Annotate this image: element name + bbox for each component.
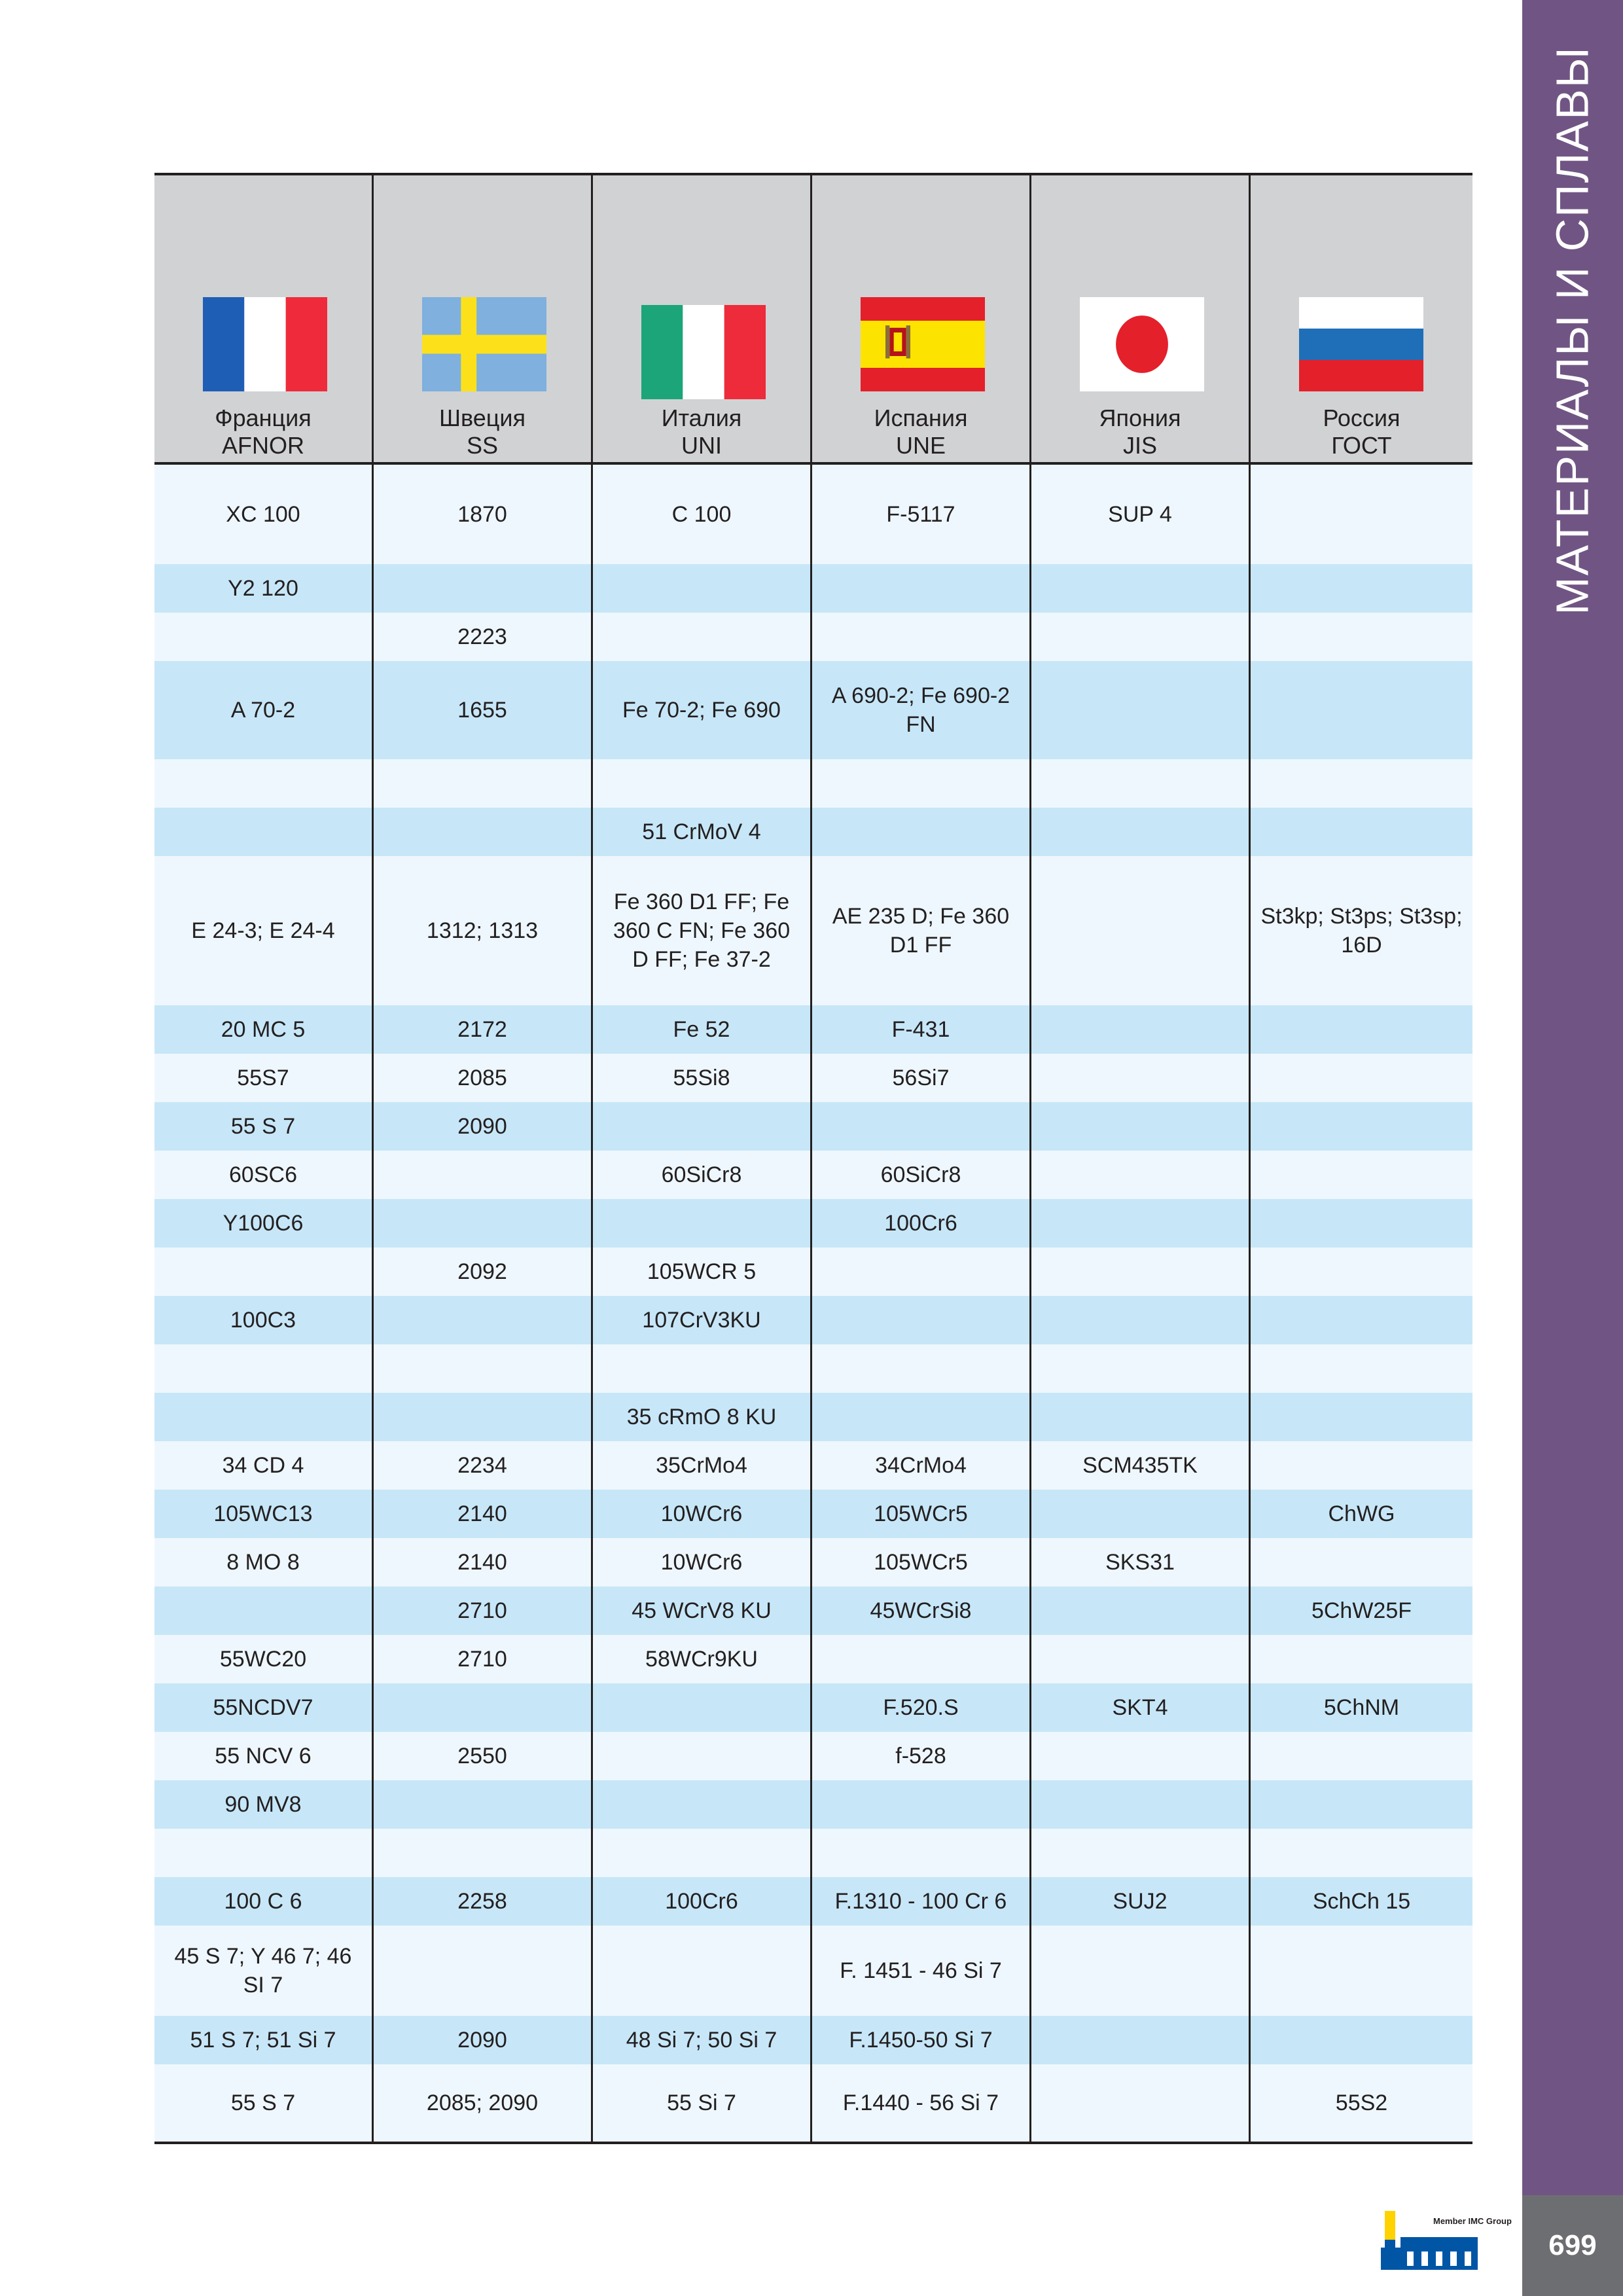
table-cell: 2092 <box>374 1247 593 1296</box>
table-cell: 90 MV8 <box>154 1780 374 1829</box>
table-cell <box>1031 1780 1251 1829</box>
table-cell <box>154 613 374 661</box>
header-standard: UNI <box>681 432 722 459</box>
table-cell: SCM435TK <box>1031 1441 1251 1490</box>
materials-table <box>154 173 1472 2144</box>
table-cell <box>1251 1247 1472 1296</box>
table-cell: 55S2 <box>1335 2090 1388 2115</box>
table-row <box>154 465 1472 564</box>
table-cell <box>1251 1441 1472 1490</box>
table-row <box>154 1199 1472 1247</box>
table-cell: 55NCDV7 <box>154 1683 374 1732</box>
table-cell <box>1031 1344 1251 1393</box>
header-france <box>154 175 374 462</box>
table-cell: 105WC13 <box>154 1490 374 1538</box>
table-cell: F.1440 - 56 Si 7 <box>812 2064 1031 2142</box>
table-cell <box>1251 1151 1472 1199</box>
table-row <box>154 1247 1472 1296</box>
logo-member-text: Member IMC Group <box>1433 2216 1512 2226</box>
table-cell <box>154 1393 374 1441</box>
table-cell <box>374 1344 593 1393</box>
table-cell: 55 Si 7 <box>593 2064 812 2142</box>
table-cell: 34CrMo4 <box>812 1441 1031 1490</box>
table-cell <box>1031 1102 1251 1151</box>
header-standard: AFNOR <box>222 432 304 459</box>
table-cell <box>812 1635 1031 1683</box>
table-cell: A 690-2; Fe 690-2 FN <box>812 661 1031 759</box>
table-cell <box>812 1780 1031 1829</box>
japan-flag-icon <box>1080 297 1204 391</box>
table-cell: 45WCrSi8 <box>812 1587 1031 1635</box>
table-cell <box>1251 1732 1472 1780</box>
table-cell <box>593 1732 812 1780</box>
table-cell: 55 S 7 <box>154 2064 374 2142</box>
table-cell: 2085 <box>374 1054 593 1102</box>
table-cell <box>1031 1296 1251 1344</box>
table-cell: 105WCr5 <box>812 1538 1031 1587</box>
table-cell <box>1031 1393 1251 1441</box>
table-cell <box>1031 2064 1251 2142</box>
table-cell: 2710 <box>374 1587 593 1635</box>
table-cell: F.520.S <box>812 1683 1031 1732</box>
table-cell <box>1031 856 1251 1005</box>
table-cell <box>1251 1538 1472 1587</box>
table-cell <box>1031 1054 1251 1102</box>
table-cell: 100Cr6 <box>812 1199 1031 1247</box>
section-title: МАТЕРИАЛЫ И СПЛАВЫ <box>1547 46 1599 615</box>
table-cell: 1655 <box>374 661 593 759</box>
table-cell: 55 S 7 <box>154 1102 374 1151</box>
table-row <box>154 1490 1472 1538</box>
table-row <box>154 2064 1472 2142</box>
table-cell: A 70-2 <box>154 661 374 759</box>
table-cell <box>1251 2016 1472 2064</box>
table-header <box>154 175 1472 465</box>
table-cell: 55Si8 <box>593 1054 812 1102</box>
table-cell <box>593 1102 812 1151</box>
table-cell <box>374 759 593 808</box>
table-cell: 2258 <box>374 1877 593 1926</box>
table-cell <box>374 1199 593 1247</box>
table-cell: F-431 <box>812 1005 1031 1054</box>
table-cell <box>1251 1344 1472 1393</box>
table-row <box>154 564 1472 613</box>
header-country: Испания <box>874 404 968 431</box>
table-cell: 60SiCr8 <box>812 1151 1031 1199</box>
table-cell: 10WCr6 <box>593 1538 812 1587</box>
table-cell: 60SC6 <box>154 1151 374 1199</box>
russia-flag-icon <box>1299 297 1423 391</box>
table-row <box>154 1732 1472 1780</box>
table-cell: 56Si7 <box>812 1054 1031 1102</box>
table-cell <box>374 1393 593 1441</box>
table-cell <box>812 1296 1031 1344</box>
header-standard: ГОСТ <box>1331 432 1392 459</box>
table-cell: F. 1451 - 46 Si 7 <box>812 1926 1031 2016</box>
table-cell <box>1031 1587 1251 1635</box>
table-cell: 2090 <box>374 1102 593 1151</box>
table-cell <box>154 1344 374 1393</box>
table-cell: 107CrV3KU <box>593 1296 812 1344</box>
header-sweden <box>374 175 593 462</box>
page-number-box <box>1522 2195 1623 2296</box>
table-cell: 35CrMo4 <box>593 1441 812 1490</box>
table-body <box>154 465 1472 2142</box>
table-row <box>154 1102 1472 1151</box>
header-country: Италия <box>661 404 742 431</box>
table-row <box>154 1780 1472 1829</box>
table-cell: C 100 <box>593 465 812 564</box>
table-cell: 2172 <box>374 1005 593 1054</box>
table-row <box>154 661 1472 759</box>
header-country: Франция <box>215 404 312 431</box>
table-cell <box>154 1247 374 1296</box>
table-cell: St3kp; St3ps; St3sp; 16D <box>1260 904 1463 958</box>
table-cell <box>1251 1926 1472 2016</box>
table-cell: SKS31 <box>1031 1538 1251 1587</box>
table-cell: 105WCR 5 <box>593 1247 812 1296</box>
table-cell <box>1251 1829 1472 1877</box>
table-row <box>154 1344 1472 1393</box>
table-cell <box>1031 1732 1251 1780</box>
table-cell <box>1251 1199 1472 1247</box>
table-cell: E 24-3; E 24-4 <box>154 856 374 1005</box>
table-cell <box>1251 1393 1472 1441</box>
table-cell <box>812 564 1031 613</box>
italy-flag-icon <box>641 305 766 399</box>
table-cell <box>374 1780 593 1829</box>
table-row <box>154 808 1472 856</box>
table-cell: 48 Si 7; 50 Si 7 <box>593 2016 812 2064</box>
page-number: 699 <box>1548 2229 1597 2261</box>
table-cell <box>593 613 812 661</box>
table-cell: 58WCr9KU <box>593 1635 812 1683</box>
table-cell: Y2 120 <box>154 564 374 613</box>
table-cell <box>812 759 1031 808</box>
table-row <box>154 1877 1472 1926</box>
header-italy <box>593 175 812 462</box>
table-cell: F-5117 <box>812 465 1031 564</box>
table-cell <box>593 1199 812 1247</box>
table-cell: SKT4 <box>1031 1683 1251 1732</box>
table-row <box>154 1151 1472 1199</box>
table-cell <box>374 1683 593 1732</box>
table-cell <box>1031 613 1251 661</box>
table-cell: 105WCr5 <box>812 1490 1031 1538</box>
table-cell <box>1251 613 1472 661</box>
table-row <box>154 1829 1472 1877</box>
table-cell: SchCh 15 <box>1312 1889 1411 1914</box>
table-cell <box>812 1247 1031 1296</box>
side-title-wrap <box>1522 0 1623 661</box>
table-cell <box>1251 1102 1472 1151</box>
table-cell <box>593 1780 812 1829</box>
table-cell <box>1031 1490 1251 1538</box>
table-cell <box>1031 1635 1251 1683</box>
table-cell <box>593 1829 812 1877</box>
table-cell: 2710 <box>374 1635 593 1683</box>
table-cell <box>1251 564 1472 613</box>
table-cell <box>1251 1296 1472 1344</box>
table-cell <box>812 613 1031 661</box>
table-row <box>154 613 1472 661</box>
table-cell: 51 CrMoV 4 <box>593 808 812 856</box>
table-cell <box>812 1829 1031 1877</box>
table-cell: 45 S 7; Y 46 7; 46 SI 7 <box>154 1926 374 2016</box>
table-row <box>154 1296 1472 1344</box>
table-cell: 51 S 7; 51 Si 7 <box>154 2016 374 2064</box>
table-cell <box>1251 759 1472 808</box>
table-cell <box>1031 2016 1251 2064</box>
table-cell: 2550 <box>374 1732 593 1780</box>
table-cell <box>1031 1829 1251 1877</box>
table-cell <box>1251 1054 1472 1102</box>
table-row <box>154 1926 1472 2016</box>
header-country: Швеция <box>439 404 526 431</box>
header-spain <box>812 175 1031 462</box>
table-cell: 60SiCr8 <box>593 1151 812 1199</box>
table-cell: F.1310 - 100 Cr 6 <box>812 1877 1031 1926</box>
table-cell <box>593 759 812 808</box>
table-cell <box>154 1829 374 1877</box>
table-cell: ChWG <box>1328 1501 1395 1526</box>
table-cell: XC 100 <box>154 465 374 564</box>
header-standard: JIS <box>1122 432 1157 459</box>
table-cell <box>374 1296 593 1344</box>
table-cell <box>374 1829 593 1877</box>
header-standard: UNE <box>895 432 946 459</box>
france-flag-icon <box>203 297 327 391</box>
table-cell: 45 WCrV8 KU <box>593 1587 812 1635</box>
table-cell <box>1251 465 1472 564</box>
table-row <box>154 1054 1472 1102</box>
table-cell <box>1031 1247 1251 1296</box>
table-cell <box>593 1344 812 1393</box>
table-cell <box>374 1151 593 1199</box>
table-row <box>154 1393 1472 1441</box>
table-row <box>154 1441 1472 1490</box>
table-cell <box>1251 1780 1472 1829</box>
table-cell: 2223 <box>374 613 593 661</box>
table-cell: 55S7 <box>154 1054 374 1102</box>
table-cell <box>154 808 374 856</box>
table-row <box>154 2016 1472 2064</box>
table-cell <box>1031 1151 1251 1199</box>
iscar-logo <box>1381 2211 1478 2270</box>
table-cell: 55WC20 <box>154 1635 374 1683</box>
table-cell <box>593 564 812 613</box>
table-cell <box>812 1344 1031 1393</box>
table-cell: f-528 <box>812 1732 1031 1780</box>
table-cell: 5ChNM <box>1323 1695 1400 1720</box>
table-cell <box>593 1926 812 2016</box>
table-cell <box>374 808 593 856</box>
spain-flag-icon <box>861 297 985 391</box>
table-cell <box>812 1102 1031 1151</box>
table-cell: Fe 52 <box>593 1005 812 1054</box>
table-cell: 20 MC 5 <box>154 1005 374 1054</box>
table-row <box>154 1635 1472 1683</box>
table-cell: 35 cRmO 8 KU <box>593 1393 812 1441</box>
table-cell <box>154 759 374 808</box>
table-row <box>154 856 1472 1005</box>
table-cell <box>1031 808 1251 856</box>
table-cell: 100Cr6 <box>593 1877 812 1926</box>
header-russia <box>1251 175 1472 462</box>
table-cell: 55 NCV 6 <box>154 1732 374 1780</box>
table-cell <box>1031 564 1251 613</box>
table-cell: Fe 70-2; Fe 690 <box>593 661 812 759</box>
table-cell <box>1031 1005 1251 1054</box>
table-cell: SUP 4 <box>1031 465 1251 564</box>
table-cell: 100C3 <box>154 1296 374 1344</box>
header-country: Россия <box>1323 404 1400 431</box>
table-cell: 2090 <box>374 2016 593 2064</box>
table-cell: 1312; 1313 <box>374 856 593 1005</box>
table-cell <box>812 1393 1031 1441</box>
table-cell <box>1251 808 1472 856</box>
table-cell: 2234 <box>374 1441 593 1490</box>
table-cell: 1870 <box>374 465 593 564</box>
table-cell <box>374 564 593 613</box>
table-cell: 2085; 2090 <box>374 2064 593 2142</box>
table-cell: Fe 360 D1 FF; Fe 360 C FN; Fe 360 D FF; Fe 37-2 <box>593 856 812 1005</box>
table-row <box>154 1683 1472 1732</box>
table-cell: F.1450-50 Si 7 <box>812 2016 1031 2064</box>
table-cell: 34 CD 4 <box>154 1441 374 1490</box>
table-cell <box>1031 661 1251 759</box>
table-cell: SUJ2 <box>1031 1877 1251 1926</box>
table-cell: 100 C 6 <box>154 1877 374 1926</box>
table-cell <box>593 1683 812 1732</box>
table-cell <box>1031 759 1251 808</box>
table-cell: Y100C6 <box>154 1199 374 1247</box>
sweden-flag-icon <box>422 297 546 391</box>
table-row <box>154 1587 1472 1635</box>
table-cell <box>1031 1926 1251 2016</box>
table-cell: 2140 <box>374 1538 593 1587</box>
header-country: Япония <box>1099 404 1181 431</box>
table-row <box>154 1005 1472 1054</box>
table-cell <box>1251 1005 1472 1054</box>
header-japan <box>1031 175 1251 462</box>
table-cell: AE 235 D; Fe 360 D1 FF <box>812 856 1031 1005</box>
table-cell: 5ChW25F <box>1311 1598 1412 1623</box>
table-cell <box>1031 1199 1251 1247</box>
table-cell <box>1251 661 1472 759</box>
table-cell <box>812 808 1031 856</box>
table-cell: 10WCr6 <box>593 1490 812 1538</box>
table-cell <box>374 1926 593 2016</box>
table-cell <box>1251 1635 1472 1683</box>
header-standard: SS <box>466 432 499 459</box>
table-row <box>154 1538 1472 1587</box>
table-row <box>154 759 1472 808</box>
table-cell: 8 MO 8 <box>154 1538 374 1587</box>
table-cell: 2140 <box>374 1490 593 1538</box>
table-cell <box>154 1587 374 1635</box>
